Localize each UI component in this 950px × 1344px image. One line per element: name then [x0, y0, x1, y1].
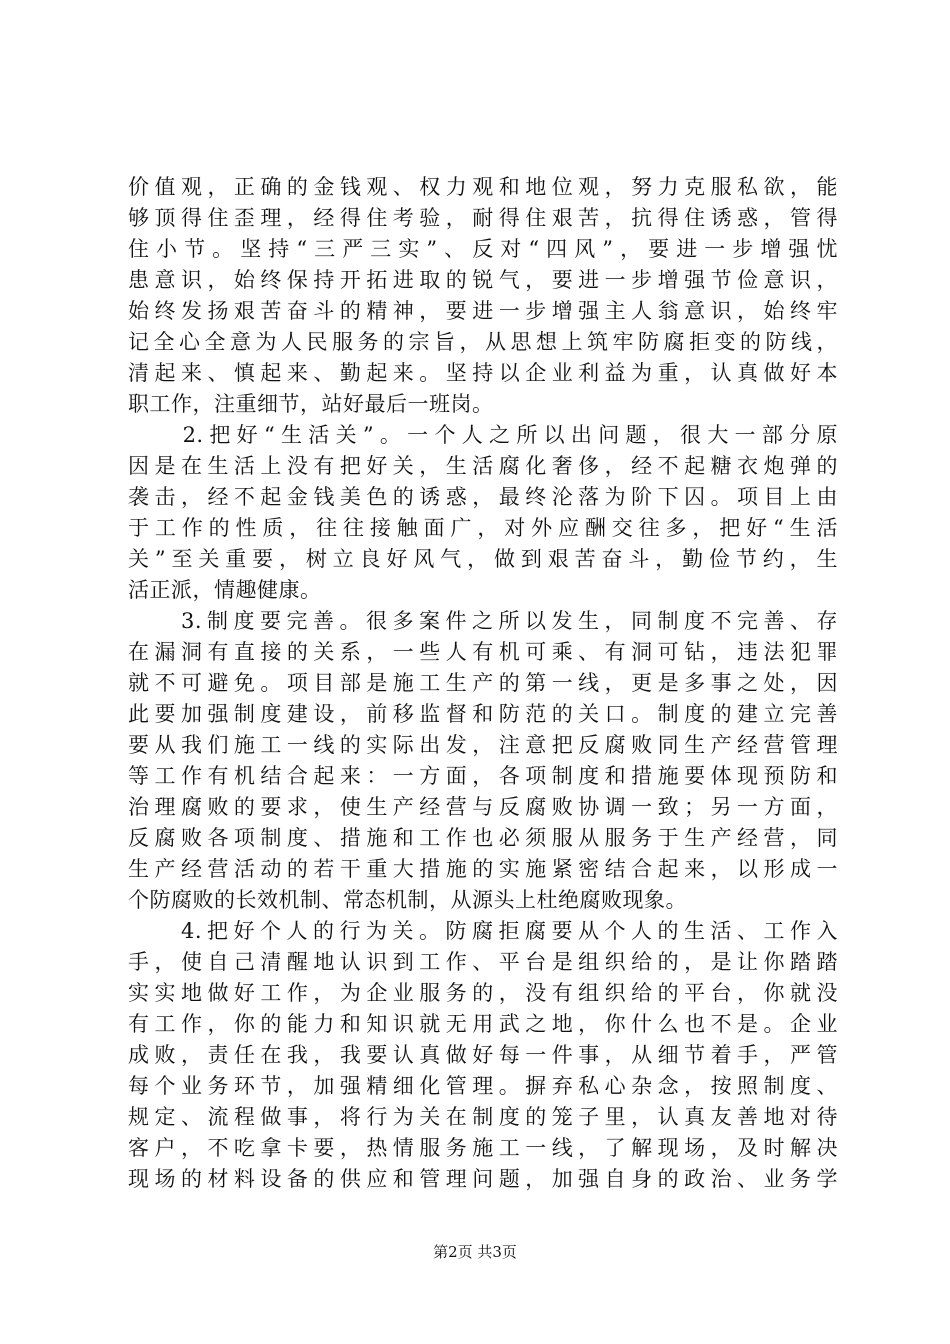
text-line: 4.把好个人的行为关。防腐拒腐要从个人的生活、工作入: [128, 919, 838, 943]
text-line: 有工作，你的能力和知识就无用武之地，你什么也不是。企业: [128, 1012, 838, 1036]
text-line: 要从我们施工一线的实际出发，注意把反腐败同生产经营管理: [128, 733, 838, 757]
text-line: 就不可避免。项目部是施工生产的第一线，更是多事之处，因: [128, 671, 838, 695]
text-line: 成败，责任在我，我要认真做好每一件事，从细节着手，严管: [128, 1043, 838, 1067]
text-line: 住小节。坚持“三严三实”、反对“四风”，要进一步增强忧: [128, 237, 838, 261]
text-line: 规定、流程做事，将行为关在制度的笼子里，认真友善地对待: [128, 1105, 838, 1129]
text-line: 3.制度要完善。很多案件之所以发生，同制度不完善、存: [128, 609, 838, 633]
text-line: 记全心全意为人民服务的宗旨，从思想上筑牢防腐拒变的防线，: [128, 330, 838, 354]
text-line: 每个业务环节，加强精细化管理。摒弃私心杂念，按照制度、: [128, 1074, 838, 1098]
text-line: 2.把好“生活关”。一个人之所以出问题，很大一部分原: [128, 423, 838, 447]
text-line: 现场的材料设备的供应和管理问题，加强自身的政治、业务学: [128, 1167, 838, 1191]
text-line: 客户，不吃拿卡要，热情服务施工一线，了解现场，及时解决: [128, 1136, 838, 1160]
text-line: 手，使自己清醒地认识到工作、平台是组织给的，是让你踏踏: [128, 950, 838, 974]
text-line: 活正派，情趣健康。: [128, 578, 322, 602]
text-line: 治理腐败的要求，使生产经营与反腐败协调一致；另一方面，: [128, 795, 838, 819]
text-line: 始终发扬艰苦奋斗的精神，要进一步增强主人翁意识，始终牢: [128, 299, 838, 323]
text-line: 袭击，经不起金钱美色的诱惑，最终沦落为阶下囚。项目上由: [128, 485, 838, 509]
text-line: 因是在生活上没有把好关，生活腐化奢侈，经不起糖衣炮弹的: [128, 454, 838, 478]
page-footer: 第2页 共3页: [433, 1243, 517, 1261]
text-line: 等工作有机结合起来：一方面，各项制度和措施要体现预防和: [128, 764, 838, 788]
text-line: 职工作，注重细节，站好最后一班岗。: [128, 392, 494, 416]
text-line: 此要加强制度建设，前移监督和防范的关口。制度的建立完善: [128, 702, 838, 726]
text-line: 价值观，正确的金钱观、权力观和地位观，努力克服私欲，能: [128, 175, 838, 199]
text-line: 够顶得住歪理，经得住考验，耐得住艰苦，抗得住诱惑，管得: [128, 206, 838, 230]
text-line: 反腐败各项制度、措施和工作也必须服从服务于生产经营，同: [128, 826, 838, 850]
text-line: 患意识，始终保持开拓进取的锐气，要进一步增强节俭意识，: [128, 268, 838, 292]
text-line: 在漏洞有直接的关系，一些人有机可乘、有洞可钻，违法犯罪: [128, 640, 838, 664]
text-line: 关”至关重要，树立良好风气，做到艰苦奋斗，勤俭节约，生: [128, 547, 838, 571]
text-line: 个防腐败的长效机制、常态机制，从源头上杜绝腐败现象。: [128, 888, 687, 912]
text-line: 生产经营活动的若干重大措施的实施紧密结合起来，以形成一: [128, 857, 838, 881]
text-line: 实实地做好工作，为企业服务的，没有组织给的平台，你就没: [128, 981, 838, 1005]
text-line: 清起来、慎起来、勤起来。坚持以企业利益为重，认真做好本: [128, 361, 838, 385]
text-line: 于工作的性质，往往接触面广，对外应酬交往多，把好“生活: [128, 516, 838, 540]
body-text: [128, 172, 838, 1195]
